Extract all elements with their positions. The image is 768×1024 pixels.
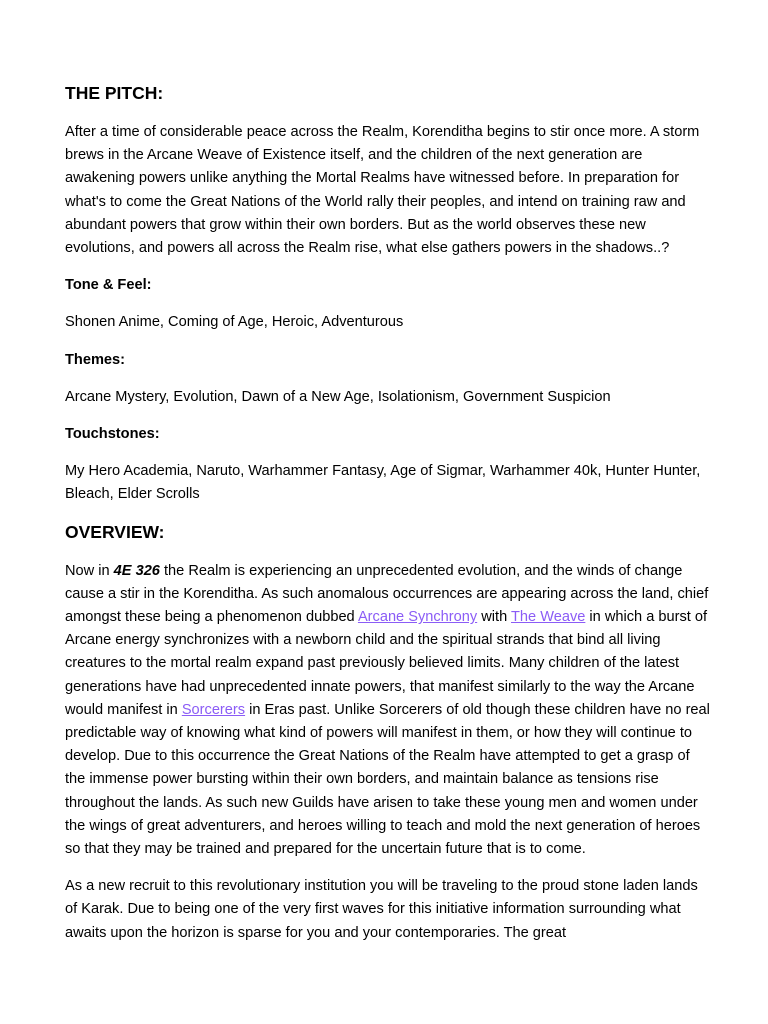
arcane-synchrony-link[interactable]: Arcane Synchrony: [357, 609, 478, 626]
overview-heading: OVERVIEW:: [65, 521, 165, 542]
themes-value: Arcane Mystery, Evolution, Dawn of a New Age, Isolationism, Government Suspicion: [65, 388, 611, 405]
overview-paragraph-2: As a new recruit to this revolutionary institution you will be traveling to the proud stone laden lands of Karak. Due to being one of the very first waves for this initiative information surrounding what awaits upon the horizon is sparse for you and your contemporaries. The great: [65, 878, 698, 941]
pitch-paragraph: After a time of considerable peace across the Realm, Korenditha begins to stir once more. A storm brews in the Arcane Weave of Existence itself, and the children of the next generation are awakening powers unlike anything the Mortal Realms have witnessed before. In preparation for what's to come the Great Nations of the World rally their peoples, and intend on training raw and abundant powers that grow within their own borders. But as the world observes these new evolutions, and powers all across the Realm rise, what else gathers powers in the shadows..?: [65, 124, 700, 257]
touchstones-value: My Hero Academia, Naruto, Warhammer Fantasy, Age of Sigmar, Warhammer 40k, Hunter Hunter, Bleach, Elder Scrolls: [65, 463, 701, 503]
overview-text-d: in which a burst of Arcane energy synchronizes with a newborn child and the spiritual strands that bind all living creatures to the mortal realm expand past previously believed limits. Many children of the latest generations have had unprecedented innate powers, that manifest similarly to the way the Arcane would manifest in: [65, 609, 708, 718]
sorcerers-link[interactable]: Sorcerers: [181, 701, 246, 718]
overview-text-c: with: [477, 609, 511, 626]
tone-label: Tone & Feel:: [65, 277, 152, 294]
overview-paragraph-1: [65, 560, 711, 862]
tone-value: Shonen Anime, Coming of Age, Heroic, Adventurous: [65, 314, 404, 331]
the-weave-link[interactable]: The Weave: [511, 609, 586, 626]
era-date: 4E 326: [113, 562, 160, 579]
pitch-heading: THE PITCH:: [65, 83, 164, 103]
themes-label: Themes:: [65, 351, 126, 368]
overview-text-a: Now in: [65, 562, 114, 579]
overview-text-e: in Eras past. Unlike Sorcerers of old though these children have no real predictable way of knowing what kind of powers will manifest in them, or how they will continue to develop. Due to this occurrence the Great Nations of the Realm have attempted to get a grasp of the immense power bursting within their own borders, and maintain balance as tensions rise throughout the lands. As such new Guilds have arisen to take these young men and women under the wings of great adventurers, and heroes willing to teach and mold the next generation of heroes so that they may be trained and prepared for the uncertain future that is to come.: [65, 701, 710, 858]
touchstones-label: Touchstones:: [65, 426, 160, 443]
overview-text-b: the Realm is experiencing an unprecedented evolution, and the winds of change cause a stir in the Korenditha. As such anomalous occurrences are appearing across the land, chief amongst these being a phenomenon dubbed: [65, 562, 709, 626]
document-page: [65, 82, 711, 945]
